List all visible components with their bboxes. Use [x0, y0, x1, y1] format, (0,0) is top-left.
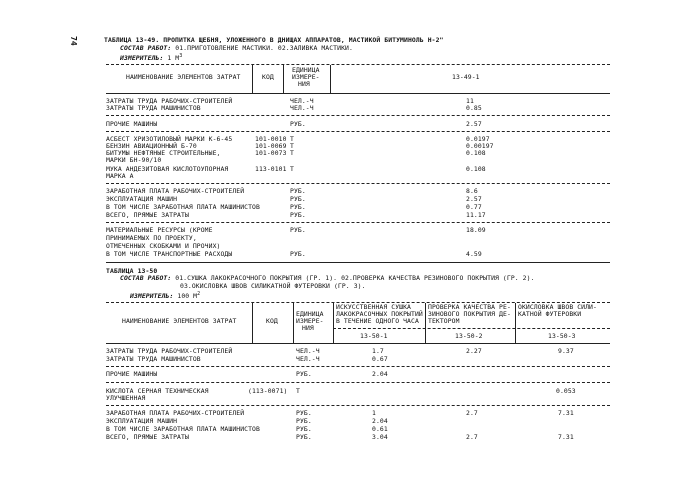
row-value: 2.04 [372, 370, 388, 378]
row-name: ЗАРАБОТНАЯ ПЛАТА РАБОЧИХ-СТРОИТЕЛЕЙ [106, 187, 245, 195]
row-name: ПРОЧИЕ МАШИНЫ [106, 120, 158, 128]
row-unit: ЧЕЛ.-Ч [296, 347, 320, 355]
row-unit: ЧЕЛ.-Ч [290, 97, 314, 105]
row-name: ЗАРАБОТНАЯ ПЛАТА РАБОЧИХ-СТРОИТЕЛЕЙ [106, 409, 245, 417]
row-name: ОТМЕЧЕННЫХ СКОБКАМИ И ПРОЧИХ) [106, 242, 221, 250]
row-value: 2.04 [372, 417, 388, 425]
row-name: АСБЕСТ ХРИЗОТИЛОВЫЙ МАРКИ К-6-45 [106, 135, 233, 143]
header-column-13-49-1: 13-49-1 [452, 73, 480, 81]
header-col2: ЗИНОВОГО ПОКРЫТИЯ ДЕ- [428, 310, 511, 318]
row-value: 8.6 [466, 187, 478, 195]
row-value: 2.7 [466, 409, 478, 417]
table-13-49-title: ТАБЛИЦА 13-49. ПРОПИТКА ЩЕБНЯ, УЛОЖЕННОГО В ДНИЩАХ АППАРАТОВ, МАСТИКОЙ БИТУМИНОЛЬ Н-2" [104, 36, 444, 44]
row-name: ЗАТРАТЫ ТРУДА МАШИНИСТОВ [106, 104, 201, 112]
divider [106, 222, 610, 223]
divider [106, 382, 610, 383]
row-unit: РУБ. [296, 370, 312, 378]
row-value: 11 [466, 97, 474, 105]
col-divider [283, 65, 284, 93]
divider [106, 262, 610, 263]
divider [333, 328, 610, 329]
row-unit: РУБ. [296, 417, 312, 425]
row-value: 2.57 [466, 195, 482, 203]
header-unit: НИЯ [298, 80, 310, 88]
header-col3: КАТНОЙ ФУТЕРОВКИ [518, 310, 582, 318]
header-name: НАИМЕНОВАНИЕ ЭЛЕМЕНТОВ ЗАТРАТ [126, 73, 241, 81]
row-name: КИСЛОТА СЕРНАЯ ТЕХНИЧЕСКАЯ [106, 387, 209, 395]
table-13-49-measure: ИЗМЕРИТЕЛЬ: 1 $М^3$ [120, 53, 183, 63]
row-name: БИТУМЫ НЕФТЯНЫЕ СТРОИТЕЛЬНЫЕ, [106, 149, 221, 157]
row-value: 2.7 [466, 433, 478, 441]
row-name: ПРИНИМАЕМЫХ ПО ПРОЕКТУ, [106, 234, 197, 242]
row-value: 1 [372, 409, 376, 417]
header-name: НАИМЕНОВАНИЕ ЭЛЕМЕНТОВ ЗАТРАТ [122, 317, 237, 325]
row-value: 0.0197 [466, 135, 490, 143]
row-name: ПРОЧИЕ МАШИНЫ [106, 370, 158, 378]
row-unit: РУБ. [290, 226, 306, 234]
row-unit: ЧЕЛ.-Ч [296, 355, 320, 363]
page-number: 74 [69, 36, 78, 46]
row-unit: Т [290, 165, 294, 173]
row-name: ЗАТРАТЫ ТРУДА РАБОЧИХ-СТРОИТЕЛЕЙ [106, 347, 233, 355]
row-value: 0.77 [466, 203, 482, 211]
header-column-13-50-1: 13-50-1 [360, 332, 388, 340]
col-divider [333, 303, 334, 343]
row-name: ВСЕГО, ПРЯМЫЕ ЗАТРАТЫ [106, 211, 189, 219]
col-divider [330, 65, 331, 93]
header-unit: ИЗМЕРЕ- [292, 73, 320, 81]
row-name: УЛУЧШЕННАЯ [106, 394, 146, 402]
row-name: МАТЕРИАЛЬНЫЕ РЕСУРСЫ (КРОМЕ [106, 226, 213, 234]
header-unit: ЕДИНИЦА [296, 310, 324, 318]
divider [106, 183, 610, 184]
row-value: 7.31 [558, 433, 574, 441]
row-unit: ЧЕЛ.-Ч [290, 104, 314, 112]
row-code: 101-0069 [255, 142, 287, 150]
table-13-49-composition: СОСТАВ РАБОТ: 01.ПРИГОТОВЛЕНИЕ МАСТИКИ. 02.ЗАЛИВКА МАСТИКИ. [120, 44, 353, 52]
row-unit: Т [290, 149, 294, 157]
row-name: ВСЕГО, ПРЯМЫЕ ЗАТРАТЫ [106, 433, 189, 441]
row-name: ЭКСПЛУАТАЦИЯ МАШИН [106, 195, 178, 203]
header-col3: ОКИСЛОВКА ШВОВ СИЛИ- [518, 303, 597, 311]
row-unit: РУБ. [290, 195, 306, 203]
row-code: (113-0071) [248, 387, 288, 395]
table-13-50-composition: СОСТАВ РАБОТ: 01.СУШКА ЛАКОКРАСОЧНОГО ПОКРЫТИЯ (ГР. 1). 02.ПРОВЕРКА КАЧЕСТВА РЕЗИНОВОГО ПОКРЫТИЯ (ГР. 2). [120, 274, 535, 282]
row-unit: РУБ. [290, 250, 306, 258]
row-value: 2.27 [466, 347, 482, 355]
header-code: КОД [266, 317, 278, 325]
row-code: 101-0073 [255, 149, 287, 157]
row-name: В ТОМ ЧИСЛЕ ЗАРАБОТНАЯ ПЛАТА МАШИНИСТОВ [106, 203, 260, 211]
row-unit: Т [296, 387, 300, 395]
row-code: 113-0101 [255, 165, 287, 173]
divider [106, 405, 610, 406]
row-value: 0.00197 [466, 142, 494, 150]
row-value: 0.053 [556, 387, 576, 395]
row-unit: Т [290, 135, 294, 143]
row-value: 0.108 [466, 149, 486, 157]
row-unit: РУБ. [290, 120, 306, 128]
row-value: 2.57 [466, 120, 482, 128]
header-column-13-50-3: 13-50-3 [548, 332, 576, 340]
row-value: 1.7 [372, 347, 384, 355]
header-unit: НИЯ [302, 324, 314, 332]
divider [106, 115, 610, 116]
row-unit: РУБ. [290, 203, 306, 211]
row-value: 3.04 [372, 433, 388, 441]
header-column-13-50-2: 13-50-2 [455, 332, 483, 340]
col-divider [252, 65, 253, 93]
row-value: 7.31 [558, 409, 574, 417]
row-name: МУКА АНДЕЗИТОВАЯ КИСЛОТОУПОРНАЯ [106, 165, 229, 173]
row-unit: РУБ. [296, 409, 312, 417]
row-value: 18.09 [466, 226, 486, 234]
row-unit: Т [290, 142, 294, 150]
header-col2: ПРОВЕРКА КАЧЕСТВА РЕ- [428, 303, 511, 311]
col-divider [252, 303, 253, 343]
row-name: ЗАТРАТЫ ТРУДА РАБОЧИХ-СТРОИТЕЛЕЙ [106, 97, 233, 105]
divider [106, 343, 610, 344]
divider [106, 131, 610, 132]
row-unit: РУБ. [296, 425, 312, 433]
col-divider [425, 303, 426, 343]
row-name: В ТОМ ЧИСЛЕ ЗАРАБОТНАЯ ПЛАТА МАШИНИСТОВ [106, 425, 260, 433]
row-unit: РУБ. [296, 433, 312, 441]
header-unit: ИЗМЕРЕ- [296, 317, 324, 325]
row-value: 0.108 [466, 165, 486, 173]
row-value: 0.85 [466, 104, 482, 112]
row-value: 0.61 [372, 425, 388, 433]
row-name: В ТОМ ЧИСЛЕ ТРАНСПОРТНЫЕ РАСХОДЫ [106, 250, 233, 258]
row-value: 9.37 [558, 347, 574, 355]
row-name: МАРКИ БН-90/10 [106, 156, 162, 164]
header-code: КОД [262, 73, 274, 81]
header-col1: В ТЕЧЕНИЕ ОДНОГО ЧАСА [336, 317, 419, 325]
row-value: 4.59 [466, 250, 482, 258]
divider [106, 366, 610, 367]
header-col1: ЛАКОКРАСОЧНЫХ ПОКРЫТИЙ [336, 310, 423, 318]
header-unit: ЕДИНИЦА [292, 66, 320, 74]
row-unit: РУБ. [290, 187, 306, 195]
row-name: БЕНЗИН АВИАЦИОННЫЙ Б-70 [106, 142, 197, 150]
row-code: 101-0010 [255, 135, 287, 143]
col-divider [293, 303, 294, 343]
col-divider [515, 303, 516, 343]
divider [106, 93, 610, 94]
header-col1: ИСКУССТВЕННАЯ СУШКА [336, 303, 412, 311]
row-name: ЗАТРАТЫ ТРУДА МАШИНИСТОВ [106, 355, 201, 363]
divider [106, 64, 610, 65]
row-unit: РУБ. [290, 211, 306, 219]
row-name: ЭКСПЛУАТАЦИЯ МАШИН [106, 417, 178, 425]
header-col2: ТЕКТОРОМ [428, 317, 460, 325]
table-13-50-measure: ИЗМЕРИТЕЛЬ: 100 $М^2$ [130, 291, 201, 301]
row-value: 0.67 [372, 355, 388, 363]
table-13-50-title: ТАБЛИЦА 13-50 [106, 267, 158, 275]
row-value: 11.17 [466, 211, 486, 219]
row-name: МАРКА А [106, 172, 134, 180]
table-13-50-composition-cont: 03.ОКИСЛОВКА ШВОВ СИЛИКАТНОЙ ФУТЕРОВКИ (ГР. 3). [180, 282, 366, 290]
